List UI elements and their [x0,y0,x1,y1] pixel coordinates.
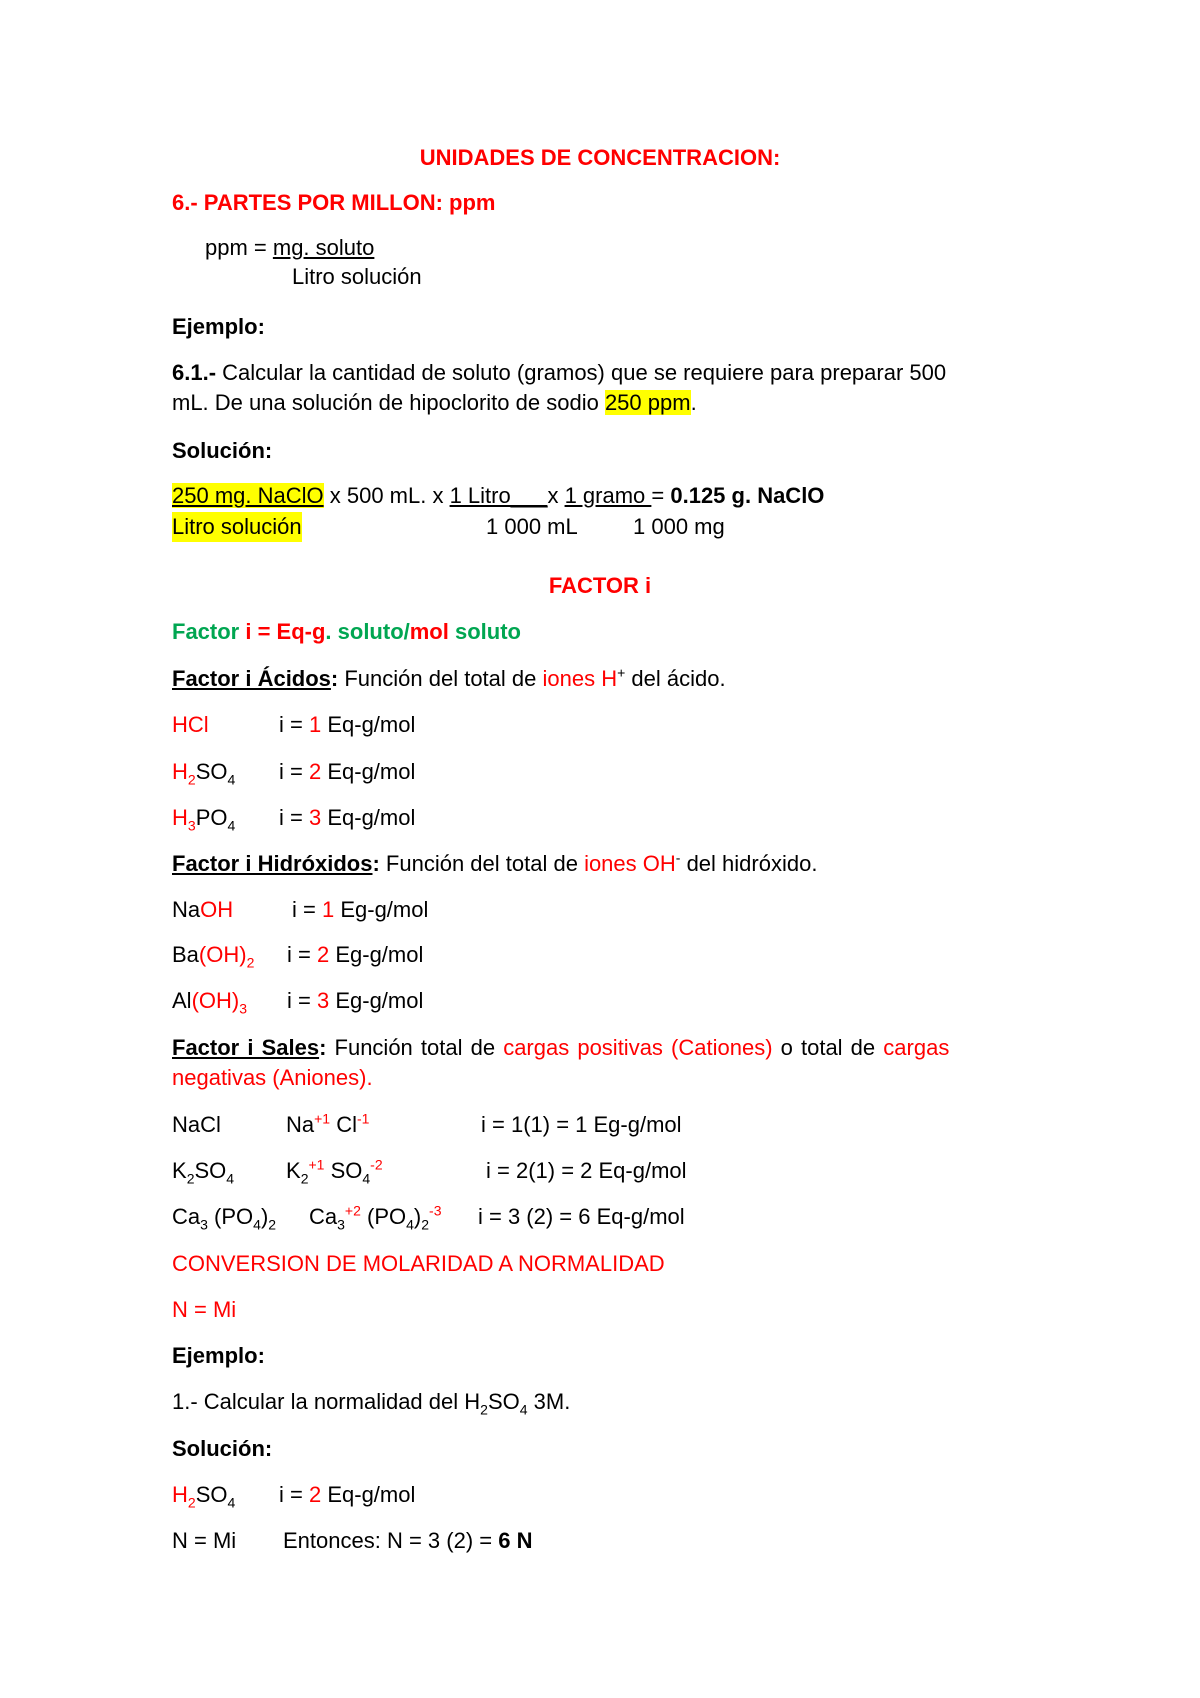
sol2-n-rhs [283,1526,532,1556]
sales-desc-b: cargas positivas (Cationes) [503,1035,773,1060]
hidroxido-i: i = [287,942,317,967]
sal-sub: 3 [200,1216,208,1233]
acido-formula: H [172,759,188,784]
sol2-n-lhs: N = Mi [172,1528,237,1553]
problem2-sub: 2 [480,1401,488,1418]
conversion-heading: CONVERSION DE MOLARIDAD A NORMALIDAD [172,1251,665,1276]
sol2-i: i = [279,1482,309,1507]
hidroxido-i: i = [287,988,317,1013]
sales-description-line-1 [172,1033,949,1063]
problem-period: . [690,390,697,415]
sal-ion-charge: -2 [370,1156,383,1173]
hidroxidos-desc-a: Función del total de [379,851,585,876]
sol2-n-result: 6 N [498,1528,533,1553]
sal-row-nacl-value: i = 1(1) = 1 Eg-g/mol [481,1112,682,1137]
sal-row-k2so4-formula [172,1156,234,1186]
sal-sub: 4 [253,1216,261,1233]
sal-ion-charge: -1 [356,1110,370,1127]
factor-def-d: mol [409,619,449,644]
hidroxido-u: Eg-g/mol [329,942,424,967]
sal-sub: 2 [186,1170,195,1187]
sal-sub: 4 [406,1216,414,1233]
sal-formula: (PO [207,1204,254,1229]
hidroxidos-desc-b: iones OH [584,851,676,876]
acido-row-h2so4 [172,757,235,787]
sal-ion: Ca [309,1204,338,1229]
sal-row-k2so4-ions [286,1156,383,1186]
sol2-sub: 2 [187,1494,196,1511]
hidroxido-row-naoh-value [292,895,428,925]
sal-sub: 2 [421,1216,430,1233]
problem2-text-a: 1.- Calcular la normalidad del H [172,1389,481,1414]
sal-ion: SO [324,1158,363,1183]
sales-description-line-2: negativas (Aniones). [172,1065,373,1090]
hidroxidos-colon: : [372,851,380,876]
ppm-heading: 6.- PARTES POR MILLON: ppm [172,190,496,215]
acido-sub: 3 [187,817,196,834]
problem2-text-c: 3M. [527,1389,571,1414]
hidroxido-sub: 2 [246,954,255,971]
calc-den2: 1 000 mL [486,514,578,539]
sol2-value [279,1480,415,1510]
acido-sub2: 4 [227,771,236,788]
acidos-label: Factor i Ácidos [172,666,331,691]
problem-text-2: mL. De una solución de hipoclorito de sodio [172,390,605,415]
sal-row-ca3po42-value: i = 3 (2) = 6 Eq-g/mol [478,1204,685,1229]
sal-row-nacl-formula: NaCl [172,1112,221,1137]
hidroxido-v: 1 [321,897,335,922]
acido-v: 1 [308,712,322,737]
acido-sub: 2 [187,771,196,788]
sales-desc-a: Función total de [326,1035,504,1060]
sol2-n-text: Entonces: N = 3 (2) = [283,1528,499,1553]
factor-heading: FACTOR i [548,573,652,598]
ppm-formula-num: mg. soluto [272,235,375,260]
calc-num1: 250 mg. NaClO [172,483,324,508]
sal-row-nacl-ions [286,1110,369,1140]
acido-sub2: 4 [227,817,236,834]
hidroxido-metal: Na [172,897,201,922]
sal-ion: ) [413,1204,422,1229]
factor-definition [172,617,521,647]
problem-line-1 [172,358,946,388]
acido-v: 3 [308,805,322,830]
acidos-desc-sup: + [617,664,626,681]
sal-ion-charge: +1 [314,1110,331,1127]
hidroxido-group: (OH) [191,988,240,1013]
hidroxido-row-naoh [172,895,233,925]
acido-formula-rest: PO [195,805,228,830]
sal-formula: Ca [172,1204,201,1229]
acido-i: i = [279,805,309,830]
ppm-formula-denominator: Litro solución [292,264,422,289]
calc-num3: 1 gramo [564,483,652,508]
hidroxido-row-baoh2 [172,940,254,970]
solucion-label-2: Solución: [172,1436,273,1461]
calc-den1: Litro solución [172,512,302,542]
sal-row-ca3po42-formula [172,1202,276,1232]
page-title: UNIDADES DE CONCENTRACION: [419,145,781,170]
acido-row-hcl [172,710,209,740]
factor-def-e: soluto [448,619,521,644]
acido-i: i = [279,712,309,737]
hidroxidos-desc-sup: - [675,849,681,866]
acidos-colon: : [330,666,339,691]
acido-u: Eq-g/mol [321,759,416,784]
acido-formula-rest: SO [195,759,228,784]
hidroxido-metal: Ba [172,942,199,967]
acido-u: Eq-g/mol [321,805,416,830]
hidroxido-row-aloh3-value [287,986,423,1016]
problem2-text-b: SO [487,1389,520,1414]
acido-u: Eq-g/mol [321,712,416,737]
sal-sub: 4 [226,1170,235,1187]
acido-row-hcl-value [279,710,415,740]
calc-den3: 1 000 mg [633,514,725,539]
calc-result: 0.125 g. NaClO [670,483,825,508]
sol2-f1: H [172,1482,188,1507]
calc-t1: x 500 mL. x [323,483,450,508]
problem-text-1: Calcular la cantidad de soluto (gramos) que se requiere para preparar 500 [216,360,947,385]
sal-ion: Cl [330,1112,357,1137]
sal-formula: ) [260,1204,269,1229]
acido-formula: H [172,805,188,830]
sal-ion: (PO [360,1204,407,1229]
sal-ion-charge: +2 [344,1202,361,1219]
acido-i: i = [279,759,309,784]
hidroxido-row-baoh2-value [287,940,423,970]
sol2-f3: SO [195,1482,228,1507]
problem2-sub2: 4 [519,1401,528,1418]
sal-ion-charge: +1 [308,1156,325,1173]
hidroxidos-description [172,849,817,879]
calc-t3: = [651,483,671,508]
acidos-description [172,664,726,694]
sal-sub: 3 [337,1216,345,1233]
ppm-formula-numerator [205,233,374,263]
factor-def-a: Factor [172,619,246,644]
acidos-desc-c: del ácido. [625,666,726,691]
sol2-v: 2 [308,1482,322,1507]
hidroxido-group: (OH) [198,942,247,967]
problem-2 [172,1387,570,1417]
sales-colon: : [319,1035,327,1060]
sal-formula: K [172,1158,187,1183]
sales-desc-c: o total de [772,1035,884,1060]
ejemplo-label-2: Ejemplo: [172,1343,265,1368]
problem-highlight: 250 ppm [604,390,691,415]
conversion-formula: N = Mi [172,1297,237,1322]
acido-row-h3po4 [172,803,235,833]
acidos-desc-a: Función del total de [338,666,543,691]
calc-num2: 1 Litro___ [449,483,548,508]
problem-number: 6.1.- [172,360,217,385]
ejemplo-label: Ejemplo: [172,314,265,339]
hidroxido-i: i = [292,897,322,922]
sol2-sub2: 4 [227,1494,236,1511]
hidroxido-v: 3 [316,988,330,1013]
sal-ion-charge: -3 [429,1202,442,1219]
sal-sub: 2 [268,1216,277,1233]
acido-row-h3po4-value [279,803,415,833]
sol2-formula [172,1480,235,1510]
sal-ion: K [286,1158,301,1183]
acido-row-h2so4-value [279,757,415,787]
hidroxido-sub: 3 [239,1000,248,1017]
sal-formula: SO [194,1158,227,1183]
sales-label: Factor i Sales [172,1035,320,1060]
hidroxido-row-aloh3 [172,986,247,1016]
factor-def-b: i = Eq-g [245,619,326,644]
problem-line-2 [172,388,697,418]
sal-row-ca3po42-ions [309,1202,442,1232]
sal-row-k2so4-value: i = 2(1) = 2 Eq-g/mol [486,1158,687,1183]
hidroxido-u: Eg-g/mol [329,988,424,1013]
acido-formula: HCl [172,712,209,737]
hidroxido-u: Eg-g/mol [334,897,429,922]
sal-sub: 4 [362,1170,371,1187]
hidroxido-metal: Al [172,988,192,1013]
factor-def-c: . soluto/ [325,619,410,644]
sal-sub: 2 [300,1170,309,1187]
hidroxidos-label: Factor i Hidróxidos [172,851,373,876]
sal-ion: Na [286,1112,315,1137]
sol2-u: Eq-g/mol [321,1482,416,1507]
acidos-desc-b: iones H [542,666,618,691]
ppm-formula-lhs: ppm = [205,235,273,260]
hidroxido-v: 2 [316,942,330,967]
hidroxidos-desc-c: del hidróxido. [680,851,818,876]
sales-desc-d: cargas [883,1035,950,1060]
acido-v: 2 [308,759,322,784]
hidroxido-group: OH [200,897,234,922]
calc-numerator-line [172,481,824,511]
calc-t2: x [547,483,565,508]
solucion-label: Solución: [172,438,273,463]
